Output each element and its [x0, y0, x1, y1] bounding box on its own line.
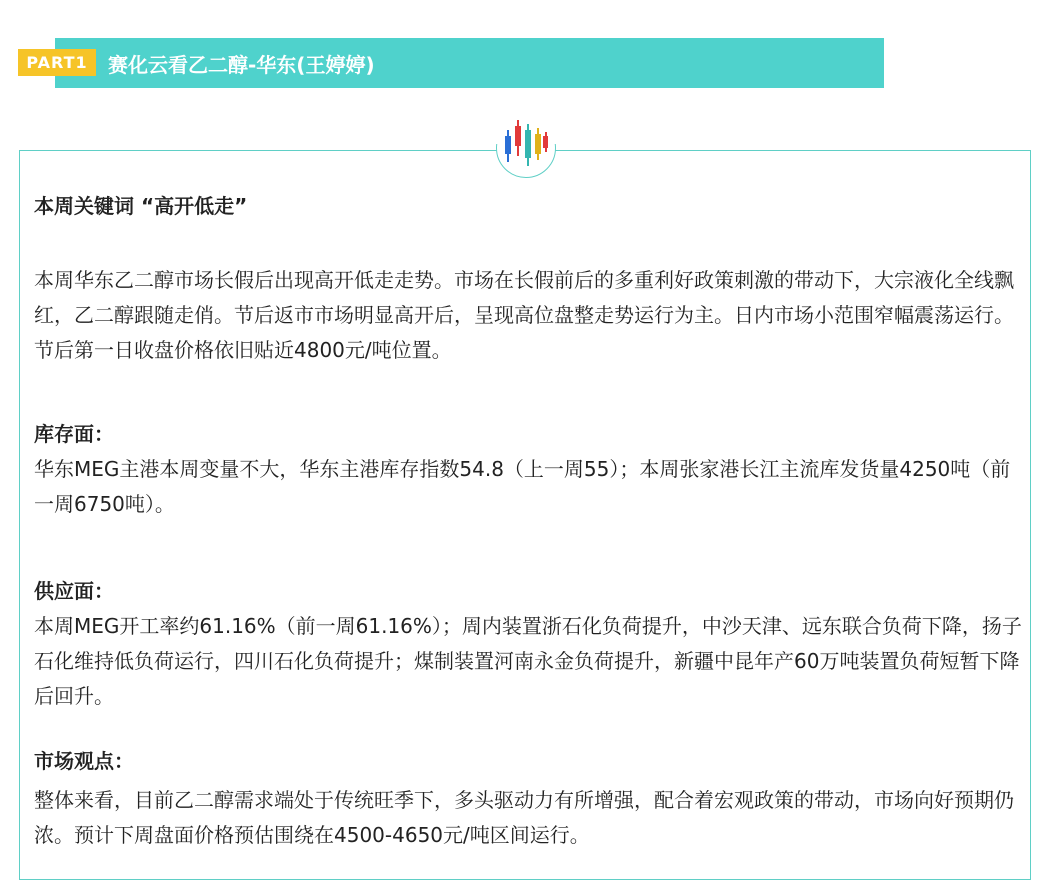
keyword-title: 本周关键词 “高开低走”	[34, 194, 248, 218]
inventory-heading: 库存面：	[34, 422, 114, 446]
outlook-paragraph: 整体来看，目前乙二醇需求端处于传统旺季下，多头驱动力有所增强，配合着宏观政策的带动，市场向好预期仍浓。预计下周盘面价格预估围绕在4500-4650元/吨区间运行。	[34, 788, 1014, 847]
outlook-heading: 市场观点：	[34, 749, 134, 773]
inventory-paragraph: 华东MEG主港本周变量不大，华东主港库存指数54.8（上一周55）；本周张家港长江主流库发货量4250吨（前一周6750吨）。	[34, 457, 1011, 516]
candlestick-chart-icon	[500, 116, 552, 172]
supply-heading: 供应面：	[34, 579, 114, 603]
page-title: 赛化云看乙二醇-华东(王婷婷)	[108, 52, 375, 77]
supply-paragraph: 本周MEG开工率约61.16%（前一周61.16%）；周内装置浙石化负荷提升，中沙天津、远东联合负荷下降，扬子石化维持低负荷运行，四川石化负荷提升；煤制装置河南永金负荷提升，新疆中昆年产60万吨装置负荷短暂下降后回升。	[34, 614, 1022, 708]
part-badge: PART1	[18, 49, 96, 76]
summary-paragraph: 本周华东乙二醇市场长假后出现高开低走走势。市场在长假前后的多重利好政策刺激的带动下，大宗液化全线飘红，乙二醇跟随走俏。节后返市市场明显高开后，呈现高位盘整走势运行为主。日内市场小范围窄幅震荡运行。节后第一日收盘价格依旧贴近4800元/吨位置。	[34, 268, 1014, 362]
